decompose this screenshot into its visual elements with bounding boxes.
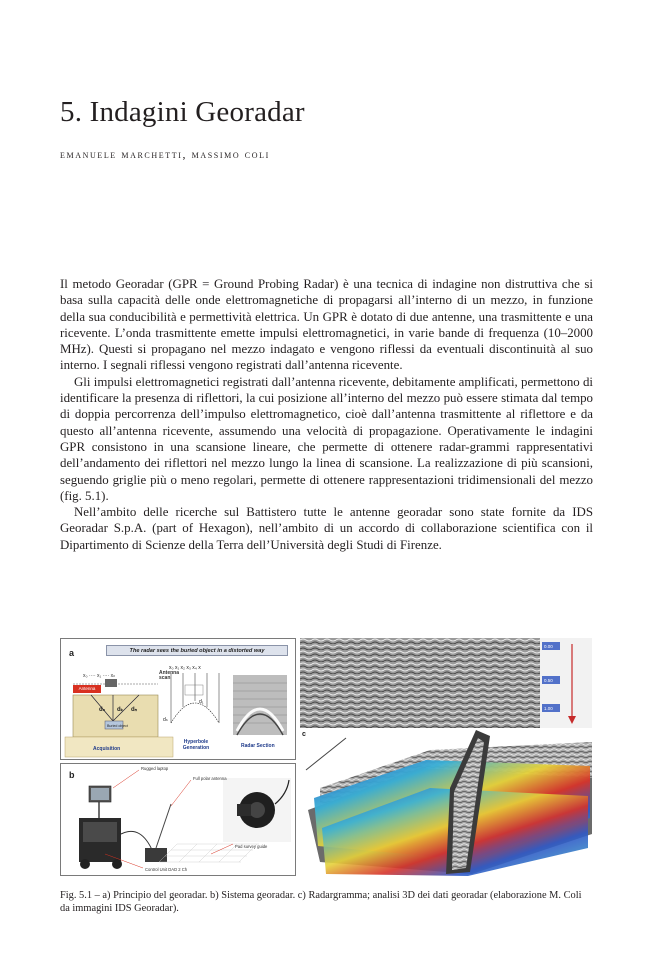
- acquisition-label: Acquisition: [93, 746, 121, 752]
- hyperbole-label: Hyperbole Generation: [182, 739, 210, 751]
- radar-banner: The radar sees the buried object in a distorted way: [106, 645, 288, 656]
- panel-a-letter: a: [69, 648, 75, 658]
- depth-label-0: 0.00: [544, 644, 553, 649]
- svg-text:x₀ x₁ x₂ x₃ x₄ x: x₀ x₁ x₂ x₃ x₄ x: [169, 665, 201, 671]
- svg-text:d₁: d₁: [199, 699, 204, 705]
- body-text: [60, 276, 593, 553]
- paragraph-2: Gli impulsi elettromagnetici registrati dall’antenna ricevente, debitamente amplificati, permettono di identificare la presenza di riflettori, la cui posizione all’interno del mezzo può essere stimata dal tempo di doppia percorrenza dell’impulso elettromagnetico, cioè dall’antenna trasmittente al riflettore e da questo all’antenna ricevente, assumendo una velocità di propagazione. Operativamente le indagini GPR consistono in una scansione lineare, che permette di ottenere radar-grammi rappresentativi dell’andamento dei riflettori nel mezzo lungo la linea di scansione. La realizzazione di più scansioni, seguendo griglie più o meno regolari, permette di ottenere rappresentazioni tridimensionali del mezzo (fig. 5.1).: [60, 374, 593, 503]
- panel-b-letter: b: [69, 770, 75, 780]
- full-polar-antenna-label: Full polar antenna: [193, 776, 227, 781]
- radar-section-label: Radar Section: [241, 743, 275, 749]
- pad-survey-guide-label: Pad survey guide: [235, 844, 268, 849]
- figure-5-1: [60, 638, 592, 876]
- depth-label-2: 1.00: [544, 706, 553, 711]
- buried-object-label: Buried object: [107, 724, 128, 728]
- depth-label-1: 0.50: [544, 678, 553, 683]
- svg-text:dₙ: dₙ: [131, 707, 138, 713]
- paragraph-3: Nell’ambito delle ricerche sul Battistero tutte le antenne georadar sono state fornite da IDS Georadar S.p.A. (part of Hexagon), nell’ambito di un accordo di collaborazione scientifica con il Dipartimento di Scienze della Terra dell’Università degli Studi di Firenze.: [60, 505, 593, 552]
- gpr-system-illustration: [61, 764, 296, 876]
- svg-text:d₀: d₀: [99, 707, 106, 713]
- panel-c-radargram-3d: [300, 638, 592, 876]
- chapter-title: 5. Indagini Georadar: [60, 96, 305, 128]
- x-position-labels: x₀ ···· x₁ ···· xₙ: [83, 673, 116, 679]
- panel-a-georadar-principle: [60, 638, 296, 760]
- panel-b-georadar-system: [60, 763, 296, 876]
- svg-text:dₖ: dₖ: [117, 707, 124, 713]
- antenna-scan-label: Antenna scan: [159, 670, 179, 681]
- control-unit-label: Control Unit DAD 2 Ch: [145, 867, 188, 872]
- chapter-authors: emanuele marchetti, massimo coli: [60, 147, 270, 161]
- paragraph-1: Il metodo Georadar (GPR = Ground Probing Radar) è una tecnica di indagine non distruttiva che si basa sulla capacità delle onde elettromagnetiche di propagarsi all’interno di un mezzo, in funzione della sua conducibilità e permettività elettrica. Un GPR è dotato di due antenne, una trasmittente e una ricevente. L’onda trasmittente emette impulsi elettromagnetici, in varie bande di frequenza (10–2000 MHz). Questi si propagano nel mezzo indagato e vengono riflessi da eventuali discontinuità al suo interno. I segnali riflessi vengono registrati dall’antenna ricevente.: [60, 277, 593, 373]
- panel-c-letter: c: [302, 731, 306, 738]
- antenna-label: Antenna: [73, 685, 101, 693]
- rugged-laptop-label: Rugged laptop: [141, 766, 169, 771]
- figure-caption: Fig. 5.1 – a) Principio del georadar. b) Sistema georadar. c) Radargramma; analisi 3D dei dati georadar (elaborazione M. Coli da immagini IDS Georadar).: [60, 890, 582, 915]
- svg-text:dₙ: dₙ: [163, 717, 168, 723]
- radargram-illustration: [300, 638, 592, 876]
